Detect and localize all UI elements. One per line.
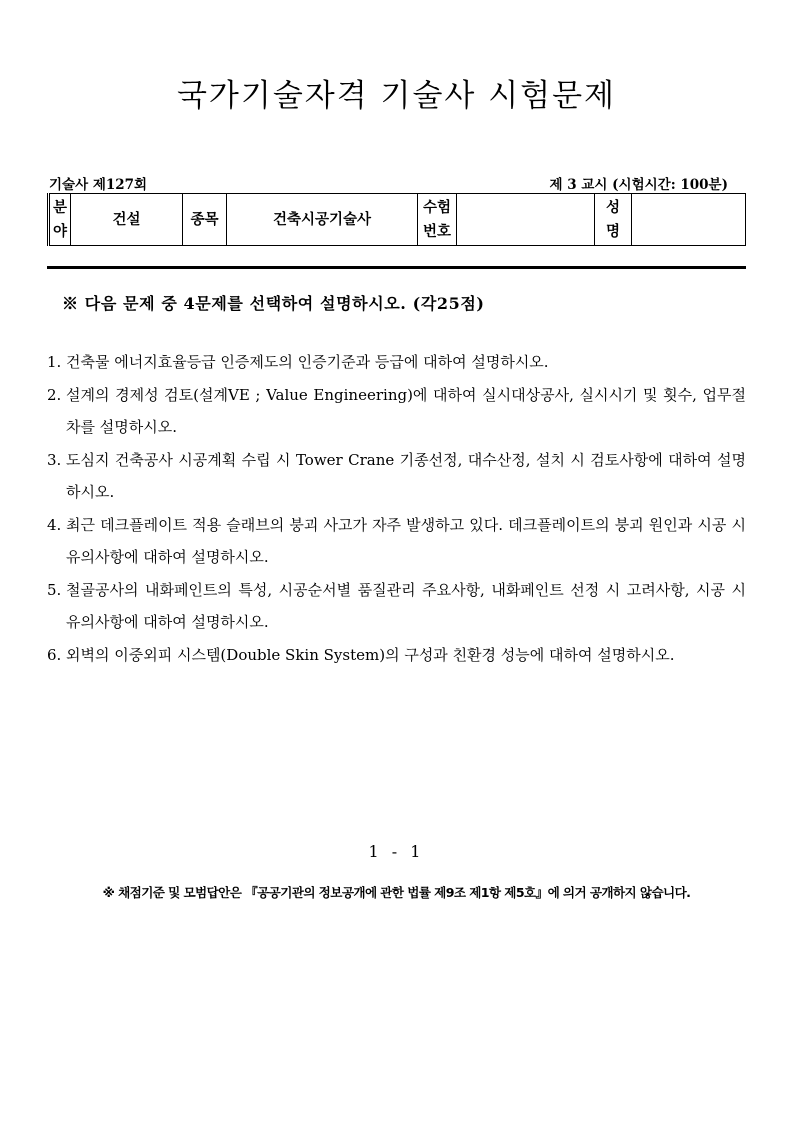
category-label: 종목 <box>183 194 227 246</box>
question-item <box>47 509 746 574</box>
field-label: 분 야 <box>49 194 71 246</box>
question-number: 1. <box>47 353 62 371</box>
question-text: 철골공사의 내화페인트의 특성, 시공순서별 품질관리 주요사항, 내화페인트 선정 시 고려사항, 시공 시 유의사항에 대하여 설명하시오. <box>66 580 746 631</box>
question-number: 5. <box>47 580 62 599</box>
question-text: 외벽의 이중외피 시스템(Double Skin System)의 구성과 친환경 성능에 대하여 설명하시오. <box>66 645 675 664</box>
exam-number-field[interactable] <box>457 194 595 246</box>
field-value: 건설 <box>71 194 183 246</box>
question-item <box>47 346 746 379</box>
instruction-text: ※ 다음 문제 중 4문제를 선택하여 설명하시오. (각25점) <box>62 294 485 313</box>
question-item <box>47 444 746 509</box>
exam-subheader <box>47 173 746 193</box>
question-number: 2. <box>47 385 62 404</box>
exam-round: 기술사 제127회 <box>49 177 148 193</box>
question-list <box>47 346 746 671</box>
name-field[interactable] <box>632 194 746 246</box>
question-item <box>47 639 746 672</box>
question-text: 도심지 건축공사 시공계획 수립 시 Tower Crane 기종선정, 대수산정, 설치 시 검토사항에 대하여 설명하시오. <box>66 450 746 501</box>
name-label: 성 명 <box>595 194 632 246</box>
page-number: 1 - 1 <box>368 842 425 861</box>
question-number: 3. <box>47 450 62 469</box>
disclosure-notice: ※ 채점기준 및 모범답안은 『공공기관의 정보공개에 관한 법률 제9조 제1항 제5호』에 의거 공개하지 않습니다. <box>102 885 691 900</box>
divider-line <box>47 266 746 269</box>
exam-info-table <box>47 193 746 246</box>
exam-title: 국가기술자격 기술사 시험문제 <box>176 78 616 114</box>
question-item <box>47 379 746 444</box>
question-number: 6. <box>47 645 62 664</box>
category-value: 건축시공기술사 <box>227 194 418 246</box>
session-info: 제 3 교시 (시험시간: 100분) <box>549 177 728 193</box>
question-text: 설계의 경제성 검토(설계VE ; Value Engineering)에 대하여 실시대상공사, 실시시기 및 횟수, 업무절차를 설명하시오. <box>66 385 746 436</box>
question-text: 최근 데크플레이트 적용 슬래브의 붕괴 사고가 자주 발생하고 있다. 데크플레이트의 붕괴 원인과 시공 시 유의사항에 대하여 설명하시오. <box>66 515 746 566</box>
exam-number-label: 수험 번호 <box>418 194 457 246</box>
question-item <box>47 574 746 639</box>
question-number: 4. <box>47 515 62 534</box>
question-text: 건축물 에너지효율등급 인증제도의 인증기준과 등급에 대하여 설명하시오. <box>66 353 549 371</box>
